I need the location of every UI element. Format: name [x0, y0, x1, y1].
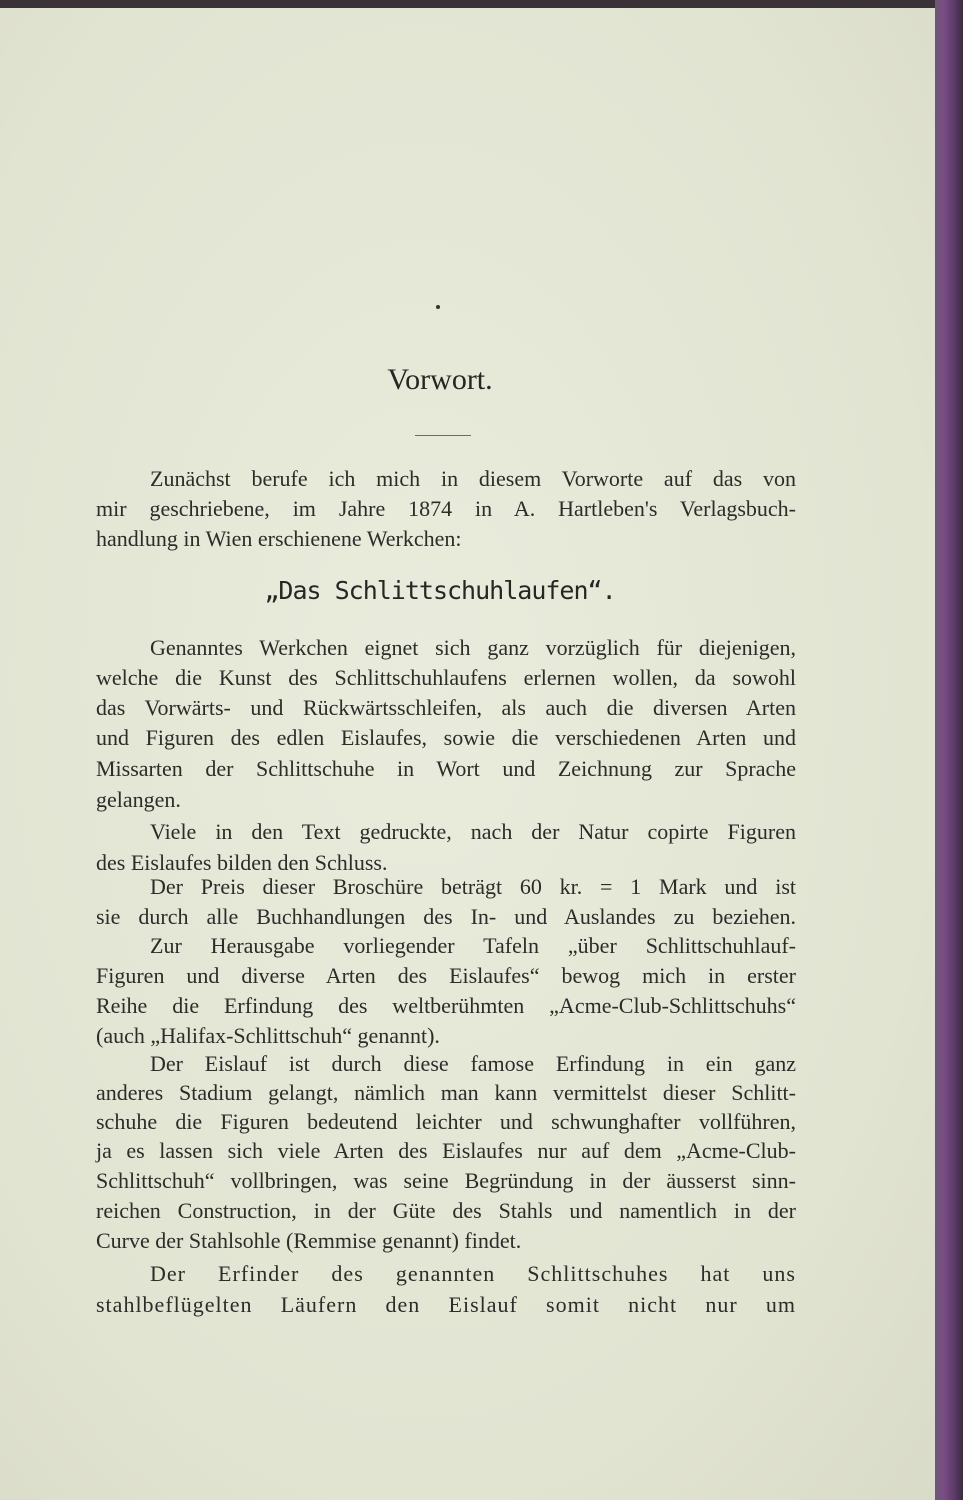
- paragraph-line: Zur Herausgabe vorliegender Tafeln „über Schlittschuhlauf-: [150, 933, 796, 958]
- paragraph-line: Reihe die Erfindung des weltberühmten „Acme-Club-Schlittschuhs“: [96, 993, 796, 1018]
- paragraph-line: Missarten der Schlittschuhe in Wort und Zeichnung zur Sprache: [96, 756, 796, 781]
- title-divider: [415, 435, 471, 436]
- paragraph-line: das Vorwärts- und Rückwärtsschleifen, als auch die diversen Arten: [96, 695, 796, 720]
- paragraph-line: ja es lassen sich viele Arten des Eislaufes nur auf dem „Acme-Club-: [96, 1138, 796, 1163]
- paragraph-line: schuhe die Figuren bedeutend leichter und schwunghafter vollführen,: [96, 1109, 796, 1134]
- paragraph-line: sie durch alle Buchhandlungen des In- und Auslandes zu beziehen.: [96, 904, 796, 929]
- paragraph-line: Curve der Stahlsohle (Remmise genannt) findet.: [96, 1228, 522, 1253]
- paragraph-line: Der Erfinder des genannten Schlittschuhes hat uns: [150, 1261, 796, 1286]
- paragraph-line: welche die Kunst des Schlittschuhlaufens erlernen wollen, da sowohl: [96, 665, 796, 690]
- paragraph-line: (auch „Halifax-Schlittschuh“ genannt).: [96, 1023, 440, 1048]
- paragraph-line: Viele in den Text gedruckte, nach der Natur copirte Figuren: [150, 819, 796, 844]
- page-title: Vorwort.: [387, 363, 493, 396]
- paragraph-line: mir geschriebene, im Jahre 1874 in A. Hartleben's Verlagsbuch-: [96, 496, 796, 521]
- book-binding-edge: [935, 0, 963, 1500]
- book-title-heading: „Das Schlittschuhlaufen“.: [264, 576, 616, 605]
- paragraph-line: handlung in Wien erschienene Werkchen:: [96, 526, 462, 551]
- book-page: [0, 8, 935, 1500]
- paragraph-line: anderes Stadium gelangt, nämlich man kann vermittelst dieser Schlitt-: [96, 1080, 796, 1105]
- paragraph-line: gelangen.: [96, 787, 181, 812]
- paragraph-line: Der Eislauf ist durch diese famose Erfindung in ein ganz: [150, 1051, 796, 1076]
- paragraph-line: Schlittschuh“ vollbringen, was seine Begründung in der äusserst sinn-: [96, 1168, 796, 1193]
- paragraph-line: Figuren und diverse Arten des Eislaufes“ bewog mich in erster: [96, 963, 796, 988]
- paragraph-line: und Figuren des edlen Eislaufes, sowie die verschiedenen Arten und: [96, 725, 796, 750]
- paragraph-line: Der Preis dieser Broschüre beträgt 60 kr. = 1 Mark und ist: [150, 874, 796, 899]
- paragraph-line: des Eislaufes bilden den Schluss.: [96, 850, 388, 875]
- paragraph-line: stahlbeflügelten Läufern den Eislauf somit nicht nur um: [96, 1292, 796, 1317]
- paragraph-line: Genanntes Werkchen eignet sich ganz vorzüglich für diejenigen,: [150, 635, 796, 660]
- paragraph-line: Zunächst berufe ich mich in diesem Vorworte auf das von: [150, 466, 796, 491]
- paragraph-line: reichen Construction, in der Güte des Stahls und namentlich in der: [96, 1198, 796, 1223]
- ink-speck: [436, 305, 440, 309]
